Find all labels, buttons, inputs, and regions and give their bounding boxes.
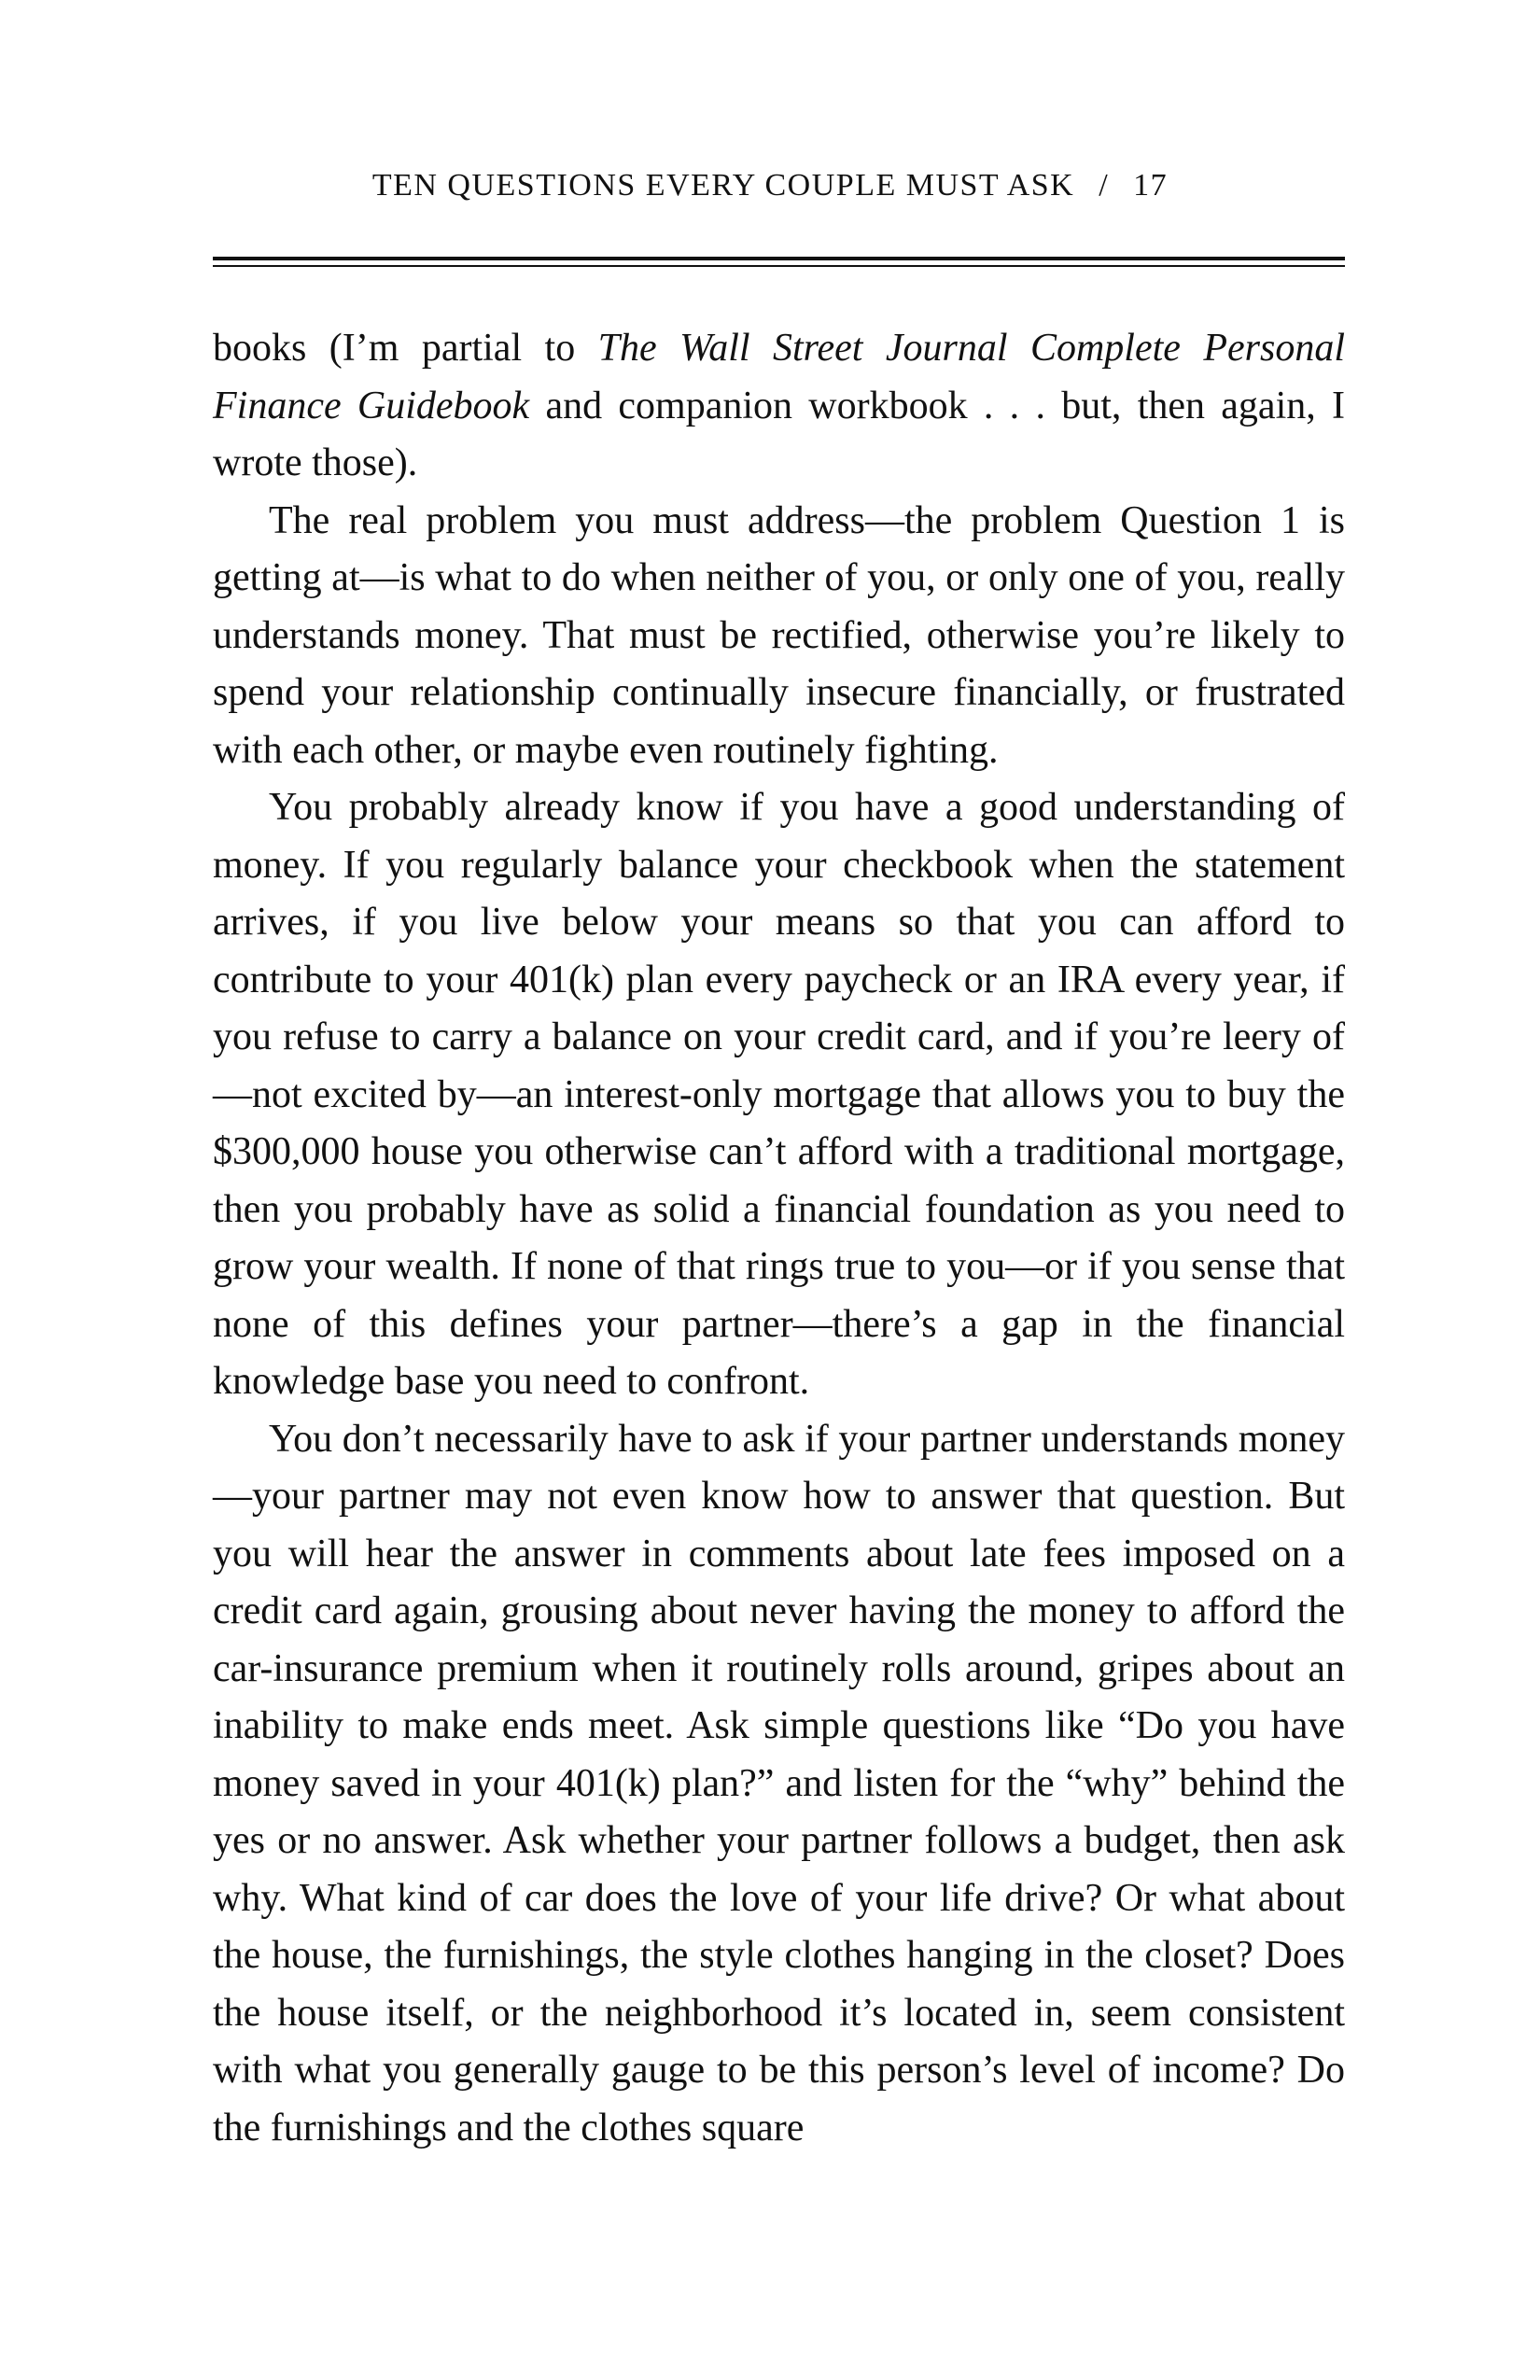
book-title-italic: The Wall Street Journal Complete Personal Finance Guidebook xyxy=(213,327,1346,427)
page-number: 17 xyxy=(1133,168,1169,203)
paragraph-continuation xyxy=(213,320,1345,493)
paragraph-1-pre: books (I’m partial to xyxy=(213,327,598,370)
paragraph-3: You probably already know if you have a good understanding of money. If you regularly balance your checkbook when the statement arrives, if you live below your means so that you can afford to contribute to your 401(k) plan every paycheck or an IRA every year, if you refuse to carry a balance on your credit card, and if you’re leery of—not excited by—an interest-only mortgage that allows you to buy the $300,000 house you otherwise can’t afford with a traditional mortgage, then you probably have as solid a financial foundation as you need to grow your wealth. If none of that rings true to you—or if you sense that none of this defines your partner—there’s a gap in the financial knowledge base you need to confront. xyxy=(213,786,1345,1403)
running-title: TEN QUESTIONS EVERY COUPLE MUST ASK xyxy=(371,168,1075,203)
header-separator: / xyxy=(1099,168,1110,203)
header-rule-thick xyxy=(213,257,1345,260)
paragraph-1-post: and companion workbook . . . but, then again, I wrote those). xyxy=(213,384,1346,484)
header-rule-thin xyxy=(213,265,1345,267)
paragraph-2: The real problem you must address—the problem Question 1 is getting at—is what to do when neither of you, or only one of you, really understands money. That must be rectified, otherwise you’re likely to spend your relationship continually insecure financially, or frustrated with each other, or maybe even routinely fighting. xyxy=(213,498,1345,772)
body-text xyxy=(213,320,1345,2157)
paragraph-4: You don’t necessarily have to ask if your partner understands money—your partner may not even know how to answer that question. But you will hear the answer in comments about late fees imposed on a credit card again, grousing about never having the money to afford the car-insurance premium when it routinely rolls around, gripes about an inability to make ends meet. Ask simple questions like “Do you have money saved in your 401(k) plan?” and listen for the “why” behind the yes or no answer. Ask whether your partner follows a budget, then ask why. What kind of car does the love of your life drive? Or what about the house, the furnishings, the style clothes hanging in the closet? Does the house itself, or the neighborhood it’s located in, seem consistent with what you generally gauge to be this person’s level of income? Do the furnishings and the clothes square xyxy=(213,1417,1345,2149)
running-head xyxy=(0,168,1540,203)
